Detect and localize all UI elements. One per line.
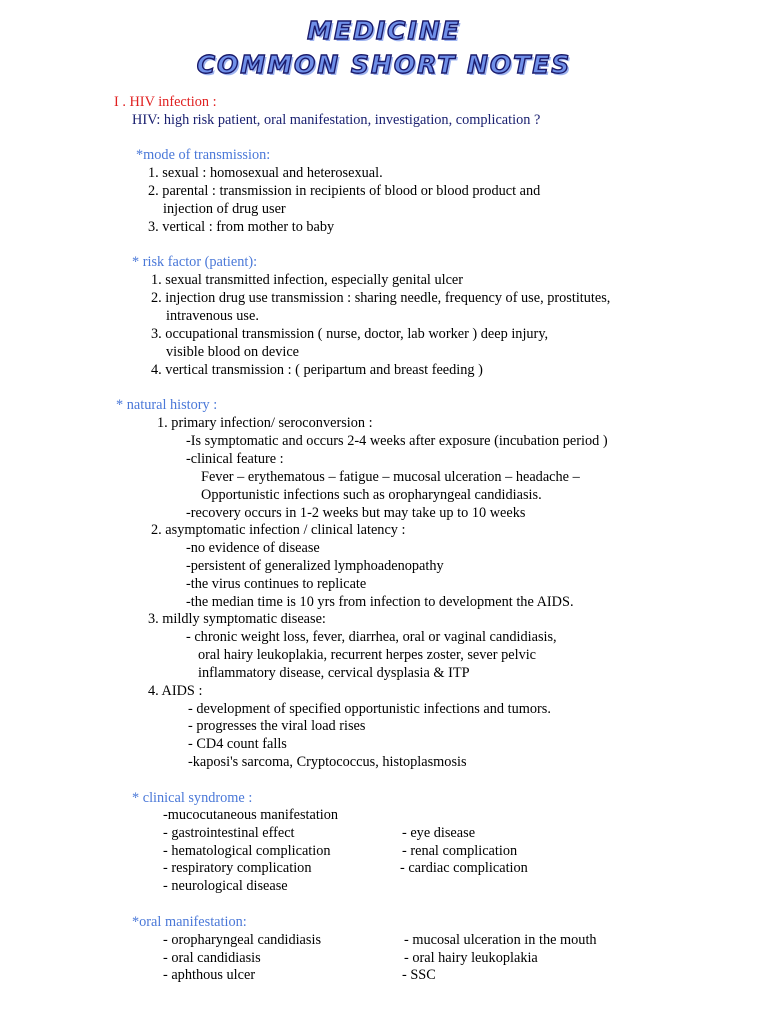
section-heading: I . HIV infection : <box>114 94 217 110</box>
natural-history-line: -the median time is 10 yrs from infection to development the AIDS. <box>186 594 574 610</box>
natural-history-line: inflammatory disease, cervical dysplasia & ITP <box>198 665 470 681</box>
document-title-line1: MEDICINE <box>307 16 461 45</box>
natural-history-line: -kaposi's sarcoma, Cryptococcus, histoplasmosis <box>188 754 467 770</box>
risk-line: 3. occupational transmission ( nurse, doctor, lab worker ) deep injury, <box>151 326 549 342</box>
natural-history-heading: * natural history : <box>116 397 218 413</box>
natural-history-line: oral hairy leukoplakia, recurrent herpes zoster, sever pelvic <box>198 647 537 663</box>
natural-history-line: 1. primary infection/ seroconversion : <box>157 415 373 431</box>
section-subheading: HIV: high risk patient, oral manifestation, investigation, complication ? <box>132 112 541 128</box>
risk-line: intravenous use. <box>166 308 259 324</box>
oral-manifestation-item: - mucosal ulceration in the mouth <box>404 932 597 948</box>
oral-manifestation-heading: *oral manifestation: <box>132 914 247 930</box>
document-title-line2: COMMON SHORT NOTES <box>196 50 572 79</box>
clinical-syndrome-item: - cardiac complication <box>400 860 528 876</box>
clinical-syndrome-item: -mucocutaneous manifestation <box>163 807 339 823</box>
natural-history-line: - CD4 count falls <box>188 736 287 752</box>
clinical-syndrome-item: - gastrointestinal effect <box>163 825 295 841</box>
transmission-line: injection of drug user <box>163 201 286 217</box>
clinical-syndrome-item: - neurological disease <box>163 878 288 894</box>
oral-manifestation-item: - oral candidiasis <box>163 950 261 966</box>
clinical-syndrome-item: - eye disease <box>402 825 476 841</box>
transmission-heading: *mode of transmission: <box>136 147 271 163</box>
natural-history-line: Fever – erythematous – fatigue – mucosal ulceration – headache – <box>201 469 580 485</box>
risk-line: 2. injection drug use transmission : sharing needle, frequency of use, prostitutes, <box>151 290 611 306</box>
natural-history-line: 4. AIDS : <box>148 683 203 699</box>
natural-history-line: Opportunistic infections such as oropharyngeal candidiasis. <box>201 487 542 503</box>
natural-history-line: -Is symptomatic and occurs 2-4 weeks after exposure (incubation period ) <box>186 433 608 449</box>
natural-history-line: - development of specified opportunistic infections and tumors. <box>188 701 551 717</box>
risk-line: 4. vertical transmission : ( peripartum and breast feeding ) <box>151 362 483 378</box>
natural-history-line: - progresses the viral load rises <box>188 718 366 734</box>
clinical-syndrome-item: - hematological complication <box>163 843 331 859</box>
clinical-syndrome-item: - respiratory complication <box>163 860 312 876</box>
natural-history-line: -the virus continues to replicate <box>186 576 367 592</box>
natural-history-line: -recovery occurs in 1-2 weeks but may take up to 10 weeks <box>186 505 526 521</box>
clinical-syndrome-item: - renal complication <box>402 843 518 859</box>
oral-manifestation-item: - SSC <box>402 967 436 983</box>
oral-manifestation-item: - oropharyngeal candidiasis <box>163 932 322 948</box>
natural-history-line: 3. mildly symptomatic disease: <box>148 611 326 627</box>
natural-history-line: -no evidence of disease <box>186 540 320 556</box>
clinical-syndrome-heading: * clinical syndrome : <box>132 790 253 806</box>
transmission-line: 3. vertical : from mother to baby <box>148 219 335 235</box>
natural-history-line: -clinical feature : <box>186 451 284 467</box>
oral-manifestation-item: - aphthous ulcer <box>163 967 256 983</box>
transmission-line: 2. parental : transmission in recipients of blood or blood product and <box>148 183 541 199</box>
natural-history-line: - chronic weight loss, fever, diarrhea, oral or vaginal candidiasis, <box>186 629 557 645</box>
natural-history-line: -persistent of generalized lymphoadenopathy <box>186 558 444 574</box>
risk-line: visible blood on device <box>166 344 300 360</box>
risk-heading: * risk factor (patient): <box>132 254 258 270</box>
risk-line: 1. sexual transmitted infection, especially genital ulcer <box>151 272 464 288</box>
natural-history-line: 2. asymptomatic infection / clinical latency : <box>151 522 406 538</box>
oral-manifestation-item: - oral hairy leukoplakia <box>404 950 538 966</box>
transmission-line: 1. sexual : homosexual and heterosexual. <box>148 165 383 181</box>
